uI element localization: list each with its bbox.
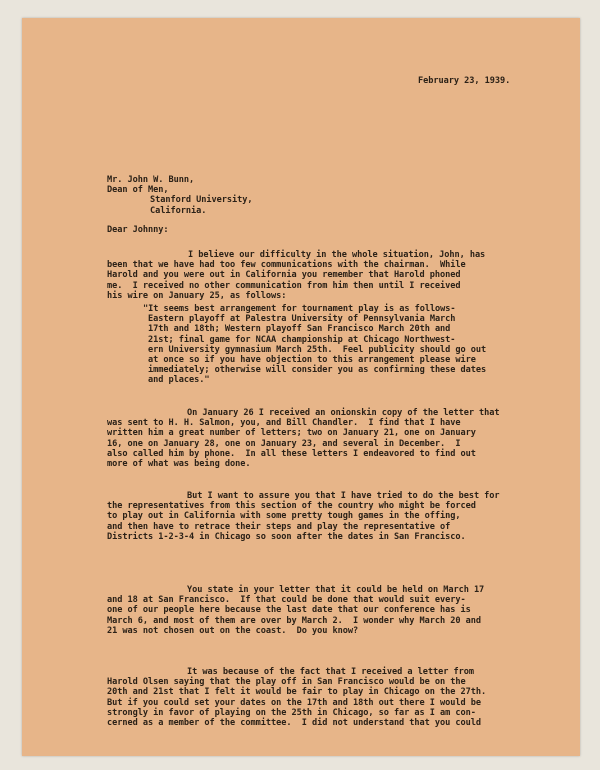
quoted-telegram-line: "It seems best arrangement for tournament play is as follows- (143, 304, 456, 314)
paragraph-line: and 18 at San Francisco. If that could be done that would suit every- (107, 595, 466, 606)
address-line: Mr. John W. Bunn, (107, 175, 195, 185)
paragraph-line: On January 26 I received an onionskin copy of the letter that (187, 408, 500, 418)
quoted-telegram-line: and places." (148, 375, 210, 386)
paragraph-line: March 6, and most of them are over by March 2. I wonder why March 20 and (107, 615, 482, 626)
paragraph-line: to play out in California with some pretty tough games in the offing, (107, 511, 461, 522)
letter-date: February 23, 1939. (418, 76, 511, 86)
paragraph-line: 21 was not chosen out on the coast. Do you know? (107, 625, 359, 636)
paragraph-line: his wire on January 25, as follows: (107, 290, 287, 301)
address-line: Dean of Men, (107, 185, 169, 196)
quoted-telegram-line: ern University gymnasium March 25th. Feel publicity should go out (148, 344, 487, 355)
address-line: California. (150, 205, 207, 216)
salutation: Dear Johnny: (107, 225, 169, 235)
paragraph-line: You state in your letter that it could be held on March 17 (187, 585, 485, 595)
paragraph-line: also called him by phone. In all these letters I endeavored to find out (107, 448, 476, 459)
quoted-telegram-line: Eastern playoff at Palestra University of Pennsylvania March (148, 314, 456, 325)
paragraph-line: But if you could set your dates on the 17th and 18th out there I would be (107, 697, 482, 708)
paragraph-line: written him a great number of letters; two on January 21, one on January (107, 428, 476, 439)
paragraph-line: me. I received no other communication from him then until I received (107, 280, 461, 291)
paragraph-line: It was because of the fact that I received a letter from (187, 667, 474, 677)
paragraph-line: Harold and you were out in California you remember that Harold phoned (107, 270, 461, 281)
paragraph-line: I believe our difficulty in the whole situation, John, has (188, 250, 486, 260)
paragraph-line: 16, one on January 28, one on January 23, and several in December. I (107, 438, 461, 449)
paragraph-line: been that we have had too few communications with the chairman. While (107, 260, 466, 271)
paragraph-line: one of our people here because the last date that our conference has is (107, 605, 471, 616)
quoted-telegram-line: 17th and 18th; Western playoff San Francisco March 20th and (148, 324, 451, 335)
quoted-telegram-line: 21st; final game for NCAA championship at Chicago Northwest- (148, 334, 456, 345)
paragraph-line: and then have to retrace their steps and play the representative of (107, 521, 451, 532)
paragraph-line: Harold Olsen saying that the play off in San Francisco would be on the (107, 677, 466, 688)
paragraph-line: But I want to assure you that I have tried to do the best for (187, 491, 500, 501)
paragraph-line: cerned as a member of the committee. I did not understand that you could (107, 718, 482, 728)
paragraph-line: strongly in favor of playing on the 25th in Chicago, so far as I am con- (107, 707, 476, 718)
quoted-telegram-line: at once so if you have objection to this arrangement please wire (148, 355, 476, 365)
letter-page (22, 18, 580, 756)
paragraph-line: 20th and 21st that I felt it would be fair to play in Chicago on the 27th. (107, 687, 487, 698)
paragraph-line: the representatives from this section of the country who might be forced (107, 501, 476, 512)
paragraph-line: more of what was being done. (107, 459, 251, 469)
quoted-telegram-line: immediately; otherwise will consider you as confirming these dates (148, 365, 487, 376)
paragraph-line: Districts 1-2-3-4 in Chicago so soon after the dates in San Francisco. (107, 531, 466, 542)
address-line: Stanford University, (150, 195, 253, 206)
paragraph-line: was sent to H. H. Salmon, you, and Bill Chandler. I find that I have (107, 418, 461, 429)
